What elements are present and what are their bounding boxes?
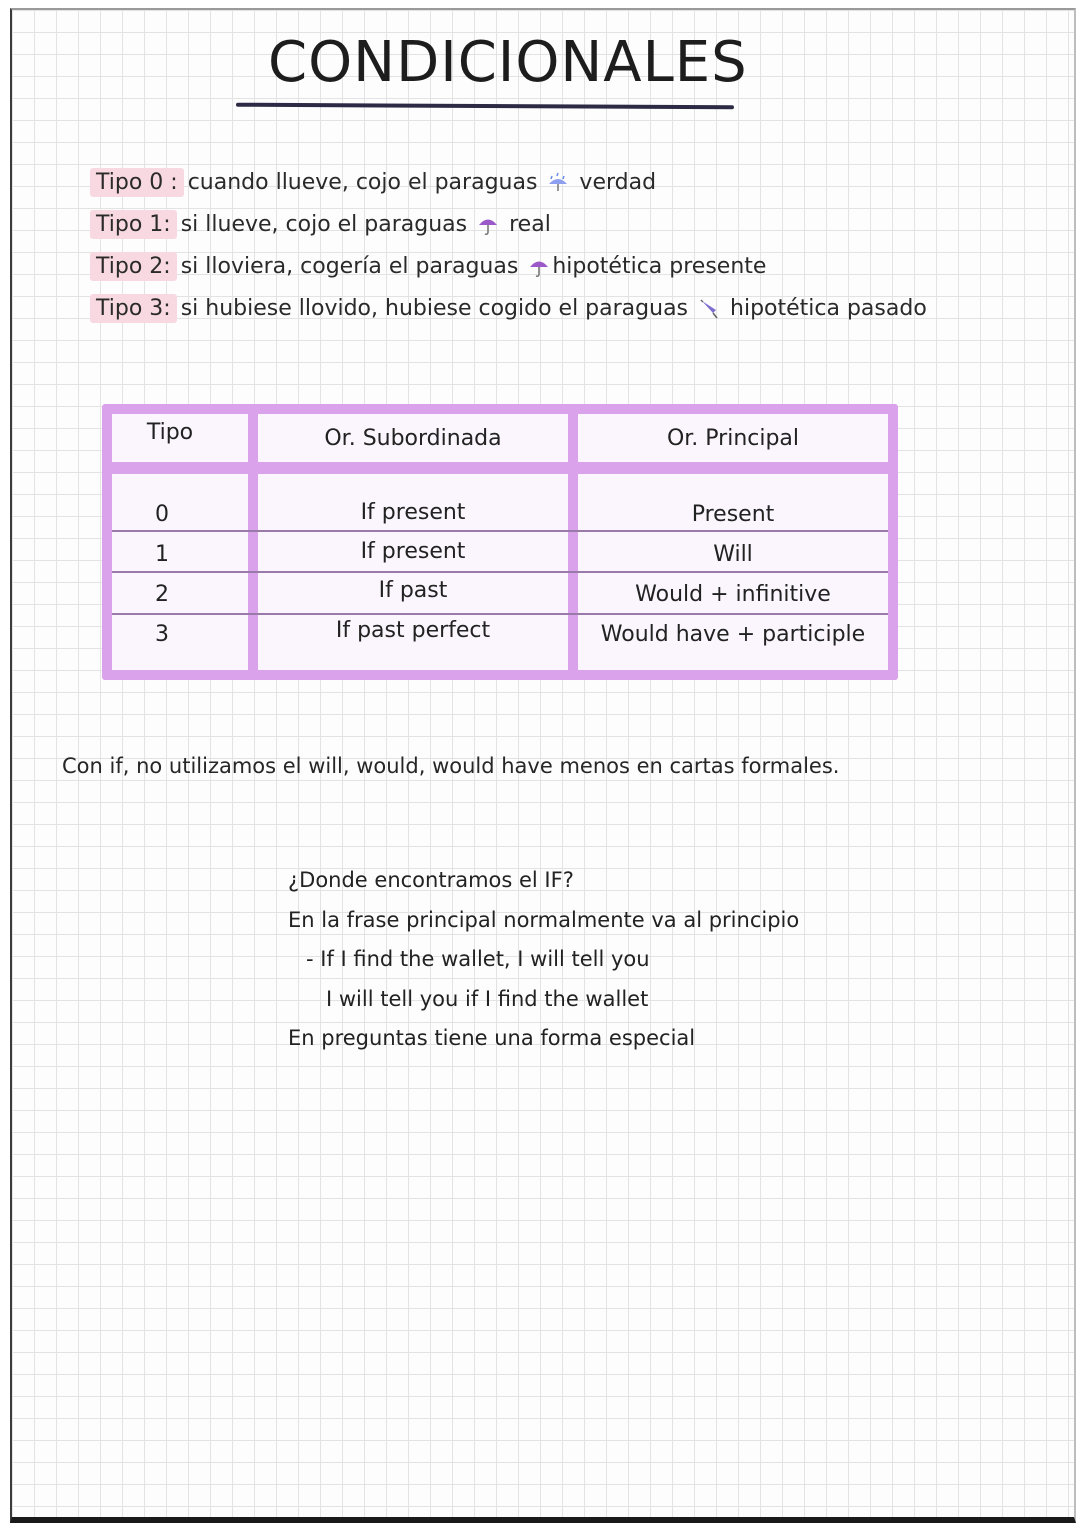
table-cell: If past perfect [335,618,491,643]
type-row-0 [90,168,656,197]
header-subordinada: Or. Subordinada [324,426,502,451]
table-cell: 3 [155,622,169,647]
table-cell: 0 [155,502,169,527]
example-sentence: I will tell you if I find the wallet [326,987,649,1011]
type-label: Tipo 2: [90,252,177,281]
row-divider [112,613,888,615]
conditionals-table [102,404,898,680]
table-cell: Will [713,542,753,567]
table-cell: 2 [155,582,169,607]
explanation-line: En preguntas tiene una forma especial [288,1026,696,1050]
explanation-question: ¿Donde encontramos el IF? [288,868,574,892]
table-cell: Would + infinitive [635,582,831,607]
umbrella-rain-icon [547,172,569,194]
table-cell: Present [691,502,775,527]
usage-note: Con if, no utilizamos el will, would, would have menos en cartas formales. [62,754,840,778]
type-row-1 [90,210,551,239]
type-meaning: hipotética pasado [730,296,927,321]
type-meaning: hipotética presente [552,254,767,279]
header-tipo: Tipo [146,420,194,445]
type-label: Tipo 0 : [90,168,184,197]
type-row-2 [90,252,766,281]
table-body [112,414,888,670]
table-cell: If past [378,578,448,603]
type-sentence: si lloviera, cogería el paraguas [180,254,519,279]
table-cell: Would have + participle [600,622,866,647]
header-divider [112,462,888,474]
type-label: Tipo 3: [90,294,177,323]
closed-umbrella-icon [698,298,720,320]
header-principal: Or. Principal [666,426,800,451]
page-title: CONDICIONALES [268,30,748,95]
column-divider [568,414,578,670]
row-divider [112,530,888,532]
type-sentence: si hubiese llovido, hubiese cogido el paraguas [180,296,689,321]
umbrella-icon [528,256,550,278]
example-sentence: - If I find the wallet, I will tell you [306,947,650,971]
table-cell: 1 [155,542,169,567]
row-divider [112,571,888,573]
type-meaning: verdad [579,170,657,195]
type-row-3 [90,294,927,323]
table-cell: If present [360,539,466,564]
type-meaning: real [509,212,551,237]
explanation-line: En la frase principal normalmente va al principio [288,908,800,932]
type-label: Tipo 1: [90,210,177,239]
type-sentence: si llueve, cojo el paraguas [180,212,468,237]
table-cell: If present [360,500,466,525]
umbrella-icon [477,214,499,236]
type-sentence: cuando llueve, cojo el paraguas [187,170,538,195]
column-divider [248,414,258,670]
